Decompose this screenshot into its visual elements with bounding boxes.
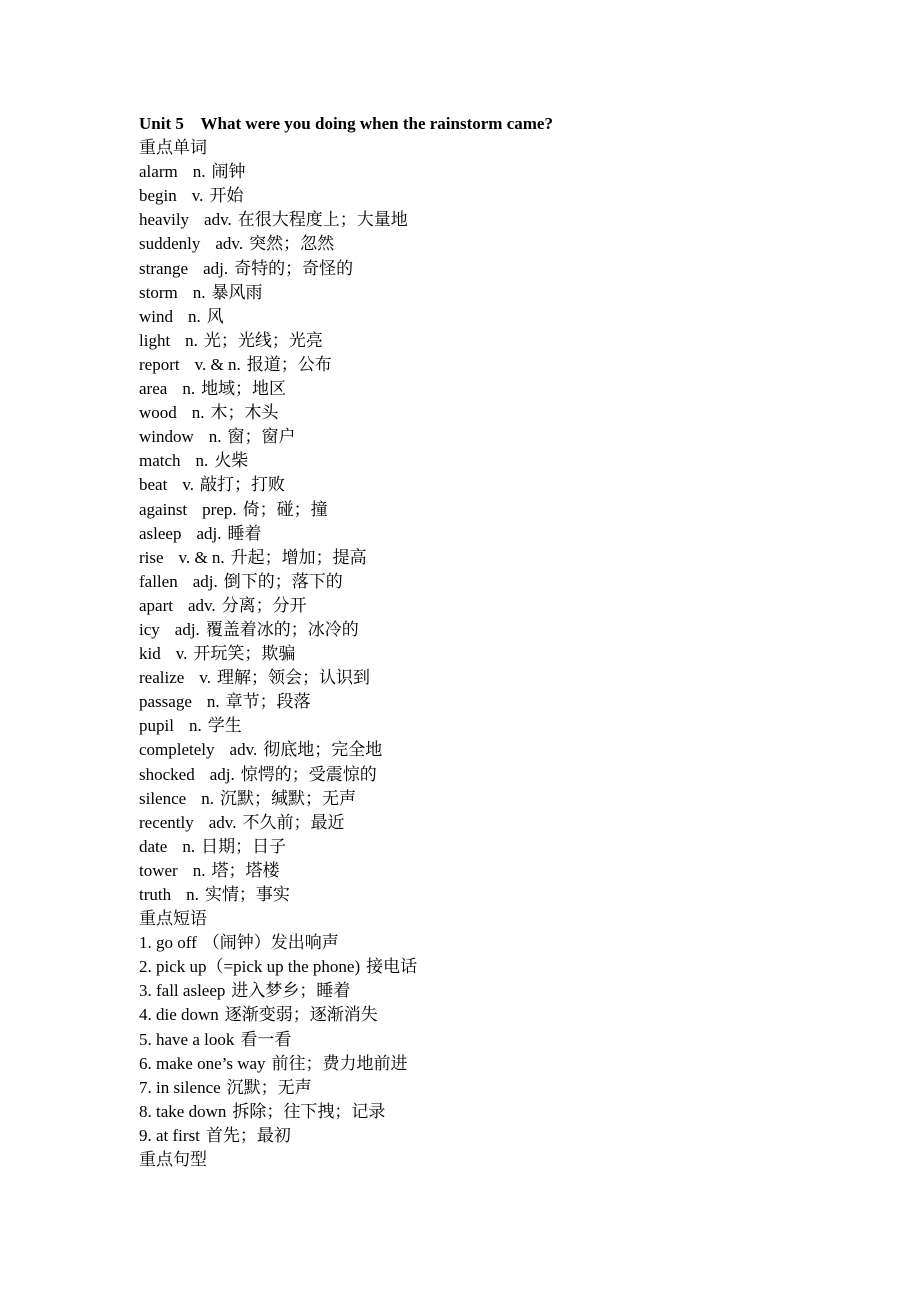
vocab-word: kid: [139, 644, 161, 664]
vocab-word: tower: [139, 860, 178, 880]
vocab-entry: [139, 835, 839, 859]
phrase-text: fall asleep: [156, 981, 226, 1001]
phrase-text: at first: [156, 1125, 200, 1145]
vocab-meaning: 分离；分开: [221, 595, 307, 615]
vocab-word: alarm: [139, 162, 178, 182]
phrase-text: have a look: [156, 1029, 235, 1049]
vocab-word: recently: [139, 812, 194, 832]
vocab-part-of-speech: n.: [182, 379, 196, 399]
vocab-part-of-speech: v.: [191, 186, 204, 206]
vocab-part-of-speech: n.: [192, 162, 206, 182]
vocab-word: apart: [139, 595, 173, 615]
vocab-entry: [139, 498, 839, 522]
phrase-meaning: 沉默；无声: [226, 1077, 312, 1097]
vocab-part-of-speech: n.: [208, 427, 222, 447]
vocab-part-of-speech: v. & n.: [178, 547, 225, 567]
vocab-word: wood: [139, 403, 177, 423]
vocab-entry: [139, 305, 839, 329]
phrase-meaning: （闹钟）发出响声: [202, 933, 339, 953]
vocab-entry: [139, 642, 839, 666]
phrase-entry: [139, 1003, 839, 1027]
vocab-meaning: 日期；日子: [201, 836, 287, 856]
vocab-meaning: 惊愕的；受震惊的: [240, 764, 377, 784]
vocab-meaning: 塔；塔楼: [211, 860, 280, 880]
vocab-meaning: 火柴: [214, 451, 249, 471]
vocab-word: fallen: [139, 571, 178, 591]
vocab-entry: [139, 763, 839, 787]
phrase-meaning: 看一看: [240, 1029, 292, 1049]
sentences-section-heading: 重点句型: [139, 1150, 207, 1170]
phrase-number: 7.: [139, 1077, 152, 1097]
vocab-word: wind: [139, 306, 173, 326]
phrase-number: 2.: [139, 957, 152, 977]
vocab-meaning: 暴风雨: [211, 282, 263, 302]
phrase-entry: [139, 1028, 839, 1052]
vocab-meaning: 光；光线；光亮: [203, 330, 323, 350]
vocab-meaning: 彻底地；完全地: [263, 740, 383, 760]
vocab-meaning: 突然；忽然: [249, 234, 335, 254]
vocab-entry: [139, 184, 839, 208]
vocab-meaning: 章节；段落: [225, 692, 311, 712]
vocab-entry: [139, 811, 839, 835]
vocab-meaning: 实情；事实: [204, 885, 290, 904]
vocab-meaning: 开玩笑；欺骗: [193, 644, 296, 664]
vocab-meaning: 敲打；打败: [199, 475, 285, 495]
vocab-part-of-speech: adv.: [215, 234, 244, 254]
vocab-word: icy: [139, 619, 160, 639]
vocab-entry: [139, 738, 839, 762]
phrase-meaning: 前往；费力地前进: [271, 1053, 408, 1073]
vocab-entry: [139, 883, 839, 907]
vocab-part-of-speech: n.: [182, 836, 196, 856]
vocab-part-of-speech: prep.: [202, 499, 237, 519]
vocab-word: begin: [139, 186, 177, 206]
document-content: [139, 112, 839, 1172]
phrase-entry: [139, 1124, 839, 1148]
vocab-meaning: 窗；窗户: [227, 427, 296, 447]
vocab-meaning: 理解；领会；认识到: [216, 668, 370, 688]
vocab-entry: [139, 281, 839, 305]
vocab-meaning: 风: [206, 306, 224, 326]
phrase-text: make one’s way: [156, 1053, 266, 1073]
phrase-meaning: 进入梦乡；睡着: [231, 981, 351, 1001]
vocab-word: suddenly: [139, 234, 201, 254]
vocab-word: strange: [139, 258, 189, 278]
vocab-word: completely: [139, 740, 215, 760]
phrase-entry: [139, 1076, 839, 1100]
vocab-entry: [139, 666, 839, 690]
vocab-word: truth: [139, 885, 172, 904]
vocab-part-of-speech: n.: [206, 692, 220, 712]
vocab-part-of-speech: v.: [182, 475, 194, 495]
vocab-meaning: 覆盖着冰的；冰冷的: [205, 619, 359, 639]
vocab-entry: [139, 546, 839, 570]
phrase-entry: [139, 979, 839, 1003]
word-list: [139, 160, 839, 907]
vocab-part-of-speech: n.: [186, 885, 199, 904]
phrase-text: in silence: [156, 1077, 221, 1097]
phrase-entry: [139, 1052, 839, 1076]
vocab-entry: [139, 570, 839, 594]
vocab-entry: [139, 232, 839, 256]
phrase-number: 5.: [139, 1029, 152, 1049]
vocab-entry: [139, 522, 839, 546]
vocab-meaning: 不久前；最近: [242, 812, 345, 832]
vocab-entry: [139, 329, 839, 353]
vocab-entry: [139, 401, 839, 425]
phrase-text: go off: [156, 933, 197, 953]
vocab-meaning: 倚；碰；撞: [242, 499, 328, 519]
vocab-entry: [139, 714, 839, 738]
vocab-word: storm: [139, 282, 178, 302]
vocab-meaning: 闹钟: [211, 162, 246, 182]
vocab-part-of-speech: adj.: [203, 258, 229, 278]
unit-title: Unit 5 What were you doing when the rainstorm came?: [139, 114, 553, 133]
vocab-part-of-speech: v.: [175, 644, 188, 664]
vocab-word: realize: [139, 668, 185, 688]
phrase-entry: [139, 1100, 839, 1124]
vocab-part-of-speech: adj.: [196, 523, 222, 543]
vocab-entry: [139, 473, 839, 497]
vocab-part-of-speech: n.: [192, 860, 206, 880]
vocab-word: asleep: [139, 523, 182, 543]
vocab-word: beat: [139, 475, 168, 495]
phrase-number: 6.: [139, 1053, 152, 1073]
vocab-meaning: 在很大程度上；大量地: [237, 210, 408, 230]
vocab-meaning: 报道；公布: [246, 354, 332, 374]
phrases-section-heading: 重点短语: [139, 909, 207, 929]
phrase-entry: [139, 955, 839, 979]
vocab-meaning: 学生: [207, 716, 242, 736]
vocab-word: against: [139, 499, 188, 519]
vocab-meaning: 奇特的；奇怪的: [234, 258, 354, 278]
vocab-word: silence: [139, 788, 187, 808]
vocab-meaning: 沉默；缄默；无声: [219, 788, 356, 808]
vocab-part-of-speech: v. & n.: [194, 354, 241, 374]
vocab-part-of-speech: adv.: [204, 210, 232, 230]
vocab-part-of-speech: n.: [191, 403, 205, 423]
vocab-part-of-speech: adv.: [229, 740, 258, 760]
phrase-number: 4.: [139, 1005, 152, 1025]
phrase-number: 3.: [139, 981, 152, 1001]
vocab-part-of-speech: adv.: [208, 812, 237, 832]
vocab-part-of-speech: n.: [195, 451, 209, 471]
words-section-heading: 重点单词: [139, 138, 207, 158]
vocab-entry: [139, 160, 839, 184]
vocab-meaning: 倒下的；落下的: [223, 571, 343, 591]
phrase-text: die down: [156, 1005, 219, 1025]
vocab-meaning: 睡着: [227, 523, 262, 543]
phrase-text: pick up（=pick up the phone): [156, 957, 361, 977]
vocab-word: report: [139, 354, 180, 374]
vocab-part-of-speech: adj.: [192, 571, 218, 591]
phrase-number: 9.: [139, 1125, 152, 1145]
vocab-part-of-speech: adj.: [209, 764, 235, 784]
vocab-entry: [139, 787, 839, 811]
vocab-entry: [139, 594, 839, 618]
vocab-word: match: [139, 451, 181, 471]
vocab-entry: [139, 208, 839, 232]
vocab-meaning: 开始: [209, 186, 244, 206]
phrase-number: 1.: [139, 933, 152, 953]
phrase-entry: [139, 931, 839, 955]
phrase-meaning: 逐渐变弱；逐渐消失: [224, 1005, 378, 1025]
vocab-entry: [139, 257, 839, 281]
vocab-entry: [139, 618, 839, 642]
vocab-word: passage: [139, 692, 192, 712]
vocab-word: window: [139, 427, 194, 447]
vocab-part-of-speech: n.: [188, 306, 201, 326]
vocab-word: pupil: [139, 716, 174, 736]
phrase-meaning: 拆除；往下拽；记录: [232, 1101, 386, 1121]
vocab-meaning: 木；木头: [210, 403, 279, 423]
vocab-meaning: 地域；地区: [201, 379, 287, 399]
phrase-number: 8.: [139, 1101, 152, 1121]
vocab-word: rise: [139, 547, 164, 567]
vocab-word: shocked: [139, 764, 195, 784]
vocab-entry: [139, 859, 839, 883]
phrase-list: [139, 931, 839, 1148]
vocab-part-of-speech: adj.: [174, 619, 200, 639]
vocab-word: area: [139, 379, 168, 399]
phrase-text: take down: [156, 1101, 227, 1121]
vocab-part-of-speech: n.: [201, 788, 214, 808]
vocab-part-of-speech: v.: [199, 668, 211, 688]
vocab-part-of-speech: n.: [188, 716, 202, 736]
vocab-meaning: 升起；增加；提高: [230, 547, 367, 567]
vocab-part-of-speech: n.: [192, 282, 206, 302]
vocab-entry: [139, 449, 839, 473]
vocab-entry: [139, 690, 839, 714]
vocab-entry: [139, 353, 839, 377]
phrase-meaning: 首先；最初: [205, 1125, 291, 1145]
vocab-word: date: [139, 836, 168, 856]
phrase-meaning: 接电话: [366, 957, 418, 977]
vocab-word: light: [139, 330, 171, 350]
vocab-entry: [139, 425, 839, 449]
vocab-word: heavily: [139, 210, 190, 230]
vocab-entry: [139, 377, 839, 401]
vocab-part-of-speech: n.: [185, 330, 198, 350]
vocab-part-of-speech: adv.: [187, 595, 216, 615]
